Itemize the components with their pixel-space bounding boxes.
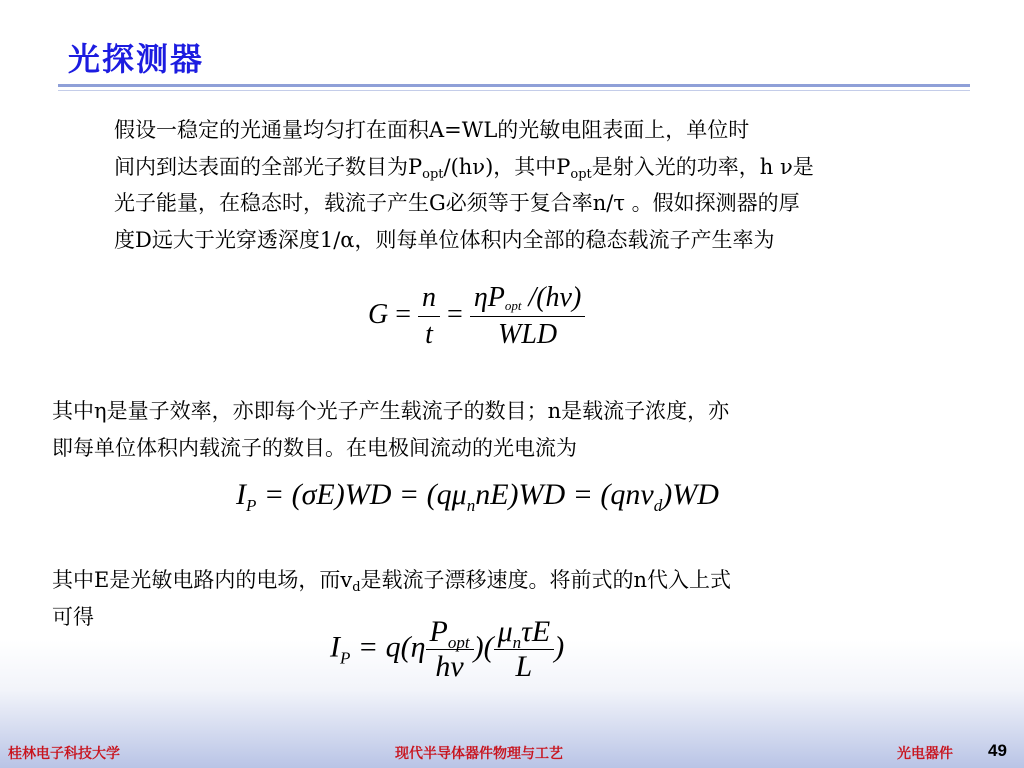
eq1-equals-1: =: [388, 298, 419, 330]
eq3-tau-e: τE: [521, 615, 551, 648]
eq3-opt-sub: opt: [447, 633, 470, 652]
eq3-paren-join: )(: [473, 630, 494, 664]
intro-line-2-a: 间内到达表面的全部光子数目为P: [114, 154, 423, 179]
photocurrent-equation: [236, 478, 719, 515]
eq3-fraction-popt-over-hnu: [426, 615, 474, 684]
subst-vd-sub: d: [352, 580, 361, 595]
eq1-lhs: G: [368, 298, 389, 330]
eq2-mu-sub: n: [466, 496, 476, 515]
eq3-q-eta: = q(η: [350, 630, 426, 664]
slide-title: 光探测器: [68, 40, 205, 78]
subst-line-1-a: 其中E是光敏电路内的电场，而v: [52, 568, 353, 592]
eq3-frac1-numerator: [426, 615, 474, 650]
eq2-part-1: = (σE)WD = (qμ: [256, 478, 467, 511]
intro-line-1: 假设一稳定的光通量均匀打在面积A=WL的光敏电阻表面上，单位时: [114, 118, 750, 142]
paragraph-quantum-efficiency: [52, 393, 972, 466]
eq3-mu: μ: [497, 615, 513, 648]
eq1-frac1-denominator: t: [425, 319, 433, 350]
generation-rate-equation: [368, 282, 585, 351]
eq3-close-paren: ): [554, 630, 565, 664]
eq3-I: I: [330, 630, 340, 664]
final-photocurrent-equation: [330, 615, 564, 684]
eq2-part-3: )WD: [662, 478, 719, 511]
eq2-v-sub: d: [653, 496, 663, 515]
eq3-frac2-denominator: L: [515, 650, 533, 683]
eq3-I-sub: P: [340, 648, 351, 668]
eq1-equals-2: =: [440, 298, 470, 330]
paragraph-intro: [52, 112, 972, 258]
eq1-frac2-denominator: WLD: [498, 319, 558, 350]
qe-line-2: 即每单位体积内载流子的数目。在电极间流动的光电流为: [52, 435, 577, 460]
subst-line-1-b: 是载流子漂移速度。将前式的n代入上式: [360, 568, 732, 592]
page-number: 49: [988, 741, 1007, 760]
eq1-hnu: /(hν): [521, 282, 582, 313]
qe-line-1: 其中η是量子效率，亦即每个光子产生载流子的数目；n是载流子浓度，亦: [52, 399, 730, 423]
intro-line-2-c: 是射入光的功率，h ν是: [591, 154, 814, 179]
footer-university: 桂林电子科技大学: [8, 746, 120, 762]
eq1-fraction-n-over-t: [418, 282, 440, 351]
title-underline-thin: [58, 90, 970, 91]
eq3-p: P: [429, 615, 448, 648]
title-underline: [58, 84, 970, 87]
eq1-fraction-power-over-volume: [470, 282, 585, 351]
eq2-part-2: nE)WD = (qnv: [475, 478, 654, 511]
intro-line-2: [52, 149, 972, 186]
eq3-frac2-numerator: [494, 615, 555, 650]
intro-line-4: 度D远大于光穿透深度1/α，则每单位体积内全部的稳态载流子产生率为: [114, 227, 775, 252]
intro-popt-sub-2: opt: [570, 166, 592, 182]
footer-chapter: 光电器件: [897, 746, 953, 762]
eq1-frac1-numerator: n: [418, 282, 440, 317]
eq3-fraction-mobility: [494, 615, 555, 684]
intro-line-3: 光子能量，在稳态时，载流子产生G必须等于复合率n/τ 。假如探测器的厚: [114, 191, 800, 215]
subst-line-1: [52, 562, 972, 599]
eq3-mu-sub: n: [512, 633, 522, 652]
intro-popt-sub-1: opt: [422, 166, 444, 182]
eq1-eta-p: ηP: [473, 282, 505, 313]
subst-line-2: 可得: [52, 604, 94, 629]
intro-line-2-b: /(hν)，其中P: [443, 154, 571, 179]
eq2-I-sub: P: [246, 496, 257, 515]
eq2-I: I: [236, 478, 246, 511]
footer-course: 现代半导体器件物理与工艺: [395, 746, 563, 762]
eq1-frac2-numerator: [470, 282, 585, 317]
eq1-opt-sub: opt: [504, 298, 522, 313]
eq3-frac1-denominator: hν: [435, 650, 464, 683]
